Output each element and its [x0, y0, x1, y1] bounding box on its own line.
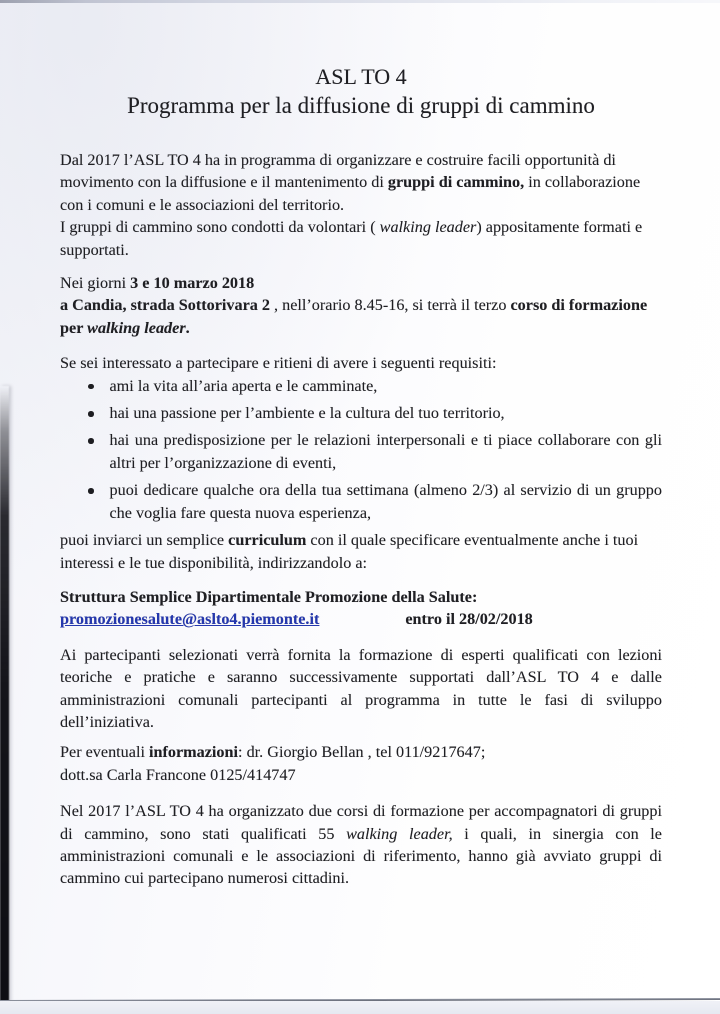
scan-top-edge-artifact: [0, 0, 720, 3]
list-item-text: hai una predisposizione per le relazioni interpersonali e ti piace collaborare con gli altri per l’organizzazione di eventi,: [109, 431, 662, 472]
document-org-title: ASL TO 4: [315, 64, 407, 89]
paragraph-curriculum: puoi inviarci un semplice curriculum con il quale specificare eventualmente anche i tuoi interessi e le tue disponibilità, indirizzandolo a:: [60, 531, 639, 572]
paragraph-info-contacts: Per eventuali informazioni: dr. Giorgio Bellan , tel 011/9217647; dott.sa Carla Francone 0125/414747: [60, 743, 486, 784]
paragraph-2017-history: Nel 2017 l’ASL TO 4 ha organizzato due corsi di formazione per accompagnatori di gruppi di cammino, sono stati qualificati 55 walking leader, i quali, in sinergia con le amministrazioni comunali e le associazioni di riferimento, hanno già avviato gruppi di cammino cui partecipano numerosi cittadini.: [60, 802, 662, 888]
list-item: [60, 429, 662, 474]
list-item-text: hai una passione per l’ambiente e la cultura del tuo territorio,: [109, 404, 505, 423]
contact-structure-label: Struttura Semplice Dipartimentale Promozione della Salute:: [60, 587, 478, 606]
email-link[interactable]: promozionesalute@aslto4.piemonte.it: [60, 610, 320, 629]
paragraph-selected-participants: Ai partecipanti selezionati verrà fornita la formazione di esperti qualificati con lezioni teoriche e pratiche e saranno successivamente supportati dall’ASL TO 4 e dalle amministrazioni comunali partecipanti al programma in tutte le fasi di sviluppo dell’iniziativa.: [60, 645, 662, 731]
scan-bottom-strip-artifact: [0, 1001, 720, 1014]
scan-left-edge-shadow: [0, 386, 9, 1014]
document-content: [60, 64, 662, 890]
bullet-icon: [88, 438, 94, 444]
list-item: [60, 402, 662, 424]
paragraph-requirements-intro: Se sei interessato a partecipare e ritieni di avere i seguenti requisiti:: [60, 354, 497, 373]
deadline-text: entro il 28/02/2018: [405, 610, 533, 629]
list-item-text: puoi dedicare qualche ora della tua settimana (almeno 2/3) al servizio di un gruppo che voglia fare questa nuova esperienza,: [109, 481, 662, 522]
requirements-list: [60, 375, 662, 524]
document-title: Programma per la diffusione di gruppi di cammino: [127, 93, 595, 118]
list-item-text: ami la vita all’aria aperta e le camminate,: [109, 376, 378, 395]
bullet-icon: [88, 411, 94, 417]
paragraph-intro: Dal 2017 l’ASL TO 4 ha in programma di organizzare e costruire facili opportunità di movimento con la diffusione e il mantenimento di gruppi di cammino, in collaborazione con i comuni e le associazioni del territorio. I gruppi di cammino sono condotti da volontari ( walking leader) appositamente formati e supportati.: [60, 151, 643, 259]
bullet-icon: [88, 488, 94, 494]
list-item: [60, 375, 662, 397]
bullet-icon: [88, 384, 94, 390]
paragraph-course-dates: Nei giorni 3 e 10 marzo 2018 a Candia, strada Sottorivara 2 , nell’orario 8.45-16, si terrà il terzo corso di formazione per walking leader.: [60, 274, 648, 337]
list-item: [60, 479, 662, 524]
contact-row: [60, 608, 662, 630]
